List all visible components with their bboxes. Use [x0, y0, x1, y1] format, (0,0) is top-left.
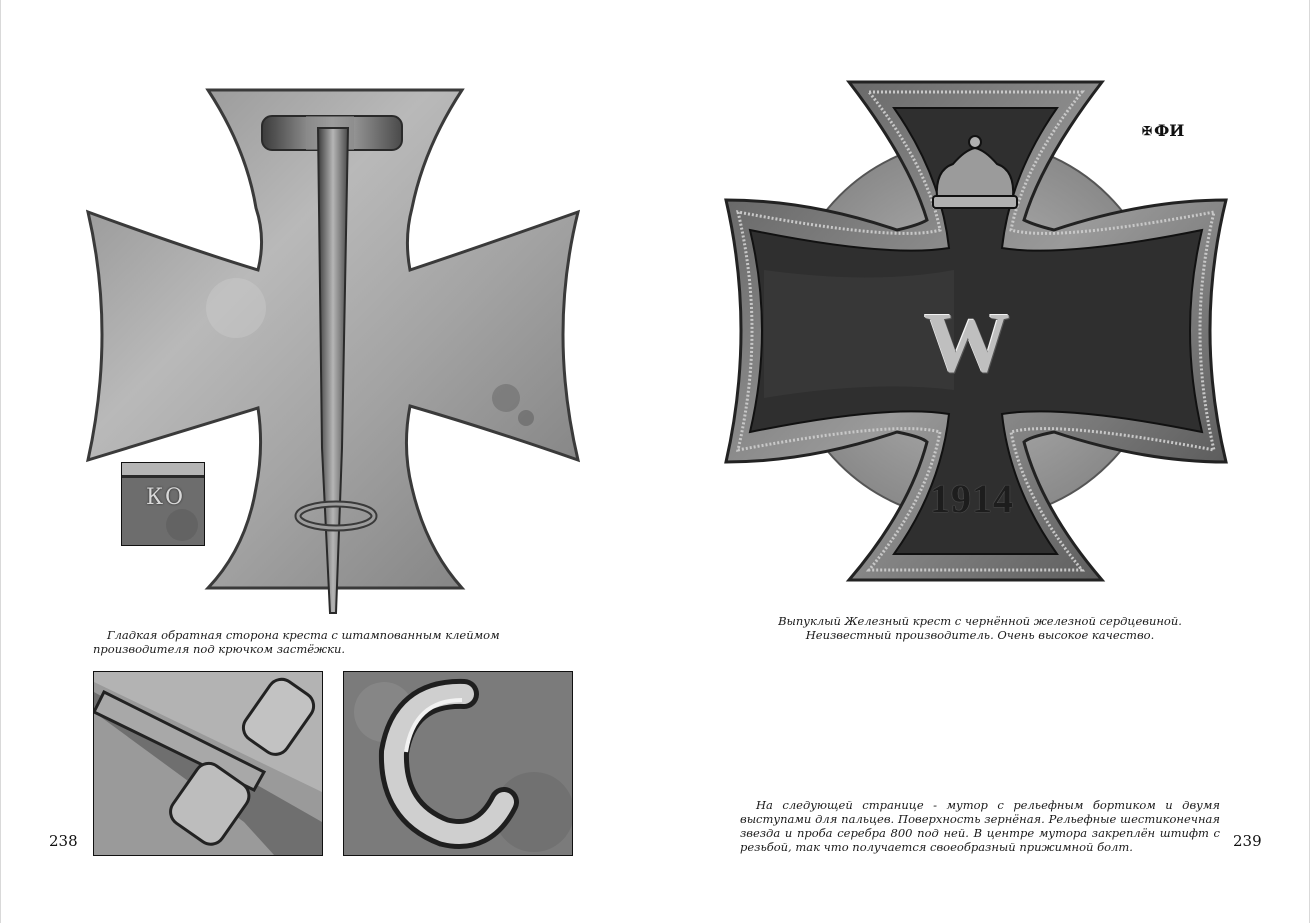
right-main-caption [770, 614, 1190, 642]
cross-monogram: W [924, 294, 1010, 390]
right-bottom-caption: На следующей странице - мутор с рельефным бортиком и двумя выступами для пальцев. Поверхность зернёная. Рельефные шестиконечная звезда и проба серебра 800 под ней. В центре мутора закреплён штифт с резьбой, так что получается своеобразный прижимной болт. [740, 798, 1220, 854]
left-main-caption: Гладкая обратная сторона креста с штампованным клеймом производителя под крючком застёжки. [93, 628, 500, 656]
cross-year: 1914 [930, 476, 1014, 521]
left-page-number: 238 [49, 832, 78, 850]
maker-mark-inset [121, 462, 205, 546]
eagle-icon: ✠ [1142, 123, 1153, 138]
right-main-caption-line1: Выпуклый Железный крест с чернённой железной сердцевиной. [778, 614, 1182, 628]
hinge-detail-photo [93, 671, 323, 856]
left-page-edge [0, 0, 1, 923]
publisher-logo-text: ФИ [1154, 121, 1185, 140]
catch-detail-photo [343, 671, 573, 856]
right-page-number: 239 [1233, 832, 1262, 850]
publisher-logo [1142, 121, 1184, 140]
iron-cross-obverse-photo [724, 80, 1228, 582]
right-main-caption-line2: Неизвестный производитель. Очень высокое качество. [805, 628, 1155, 642]
maker-mark-text: КО [146, 485, 186, 510]
